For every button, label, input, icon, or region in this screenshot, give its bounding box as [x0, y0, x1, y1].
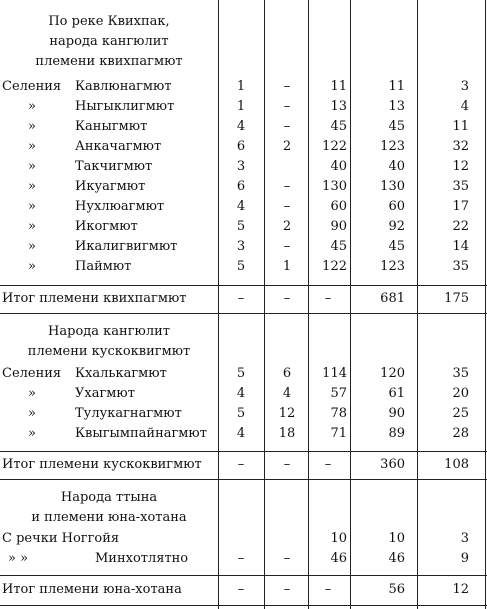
total-rule-top [0, 451, 487, 452]
cell-c: 90 [330, 219, 347, 234]
settlement-name: Анкачагмют [75, 139, 162, 154]
heading-line: народа кангюлит [49, 34, 169, 49]
cell-a: 1 [236, 79, 246, 94]
cell-d: 60 [388, 199, 405, 214]
cell-c: 71 [330, 426, 347, 441]
table-row [0, 424, 487, 444]
total-row [0, 580, 487, 600]
cell-e: 20 [452, 386, 469, 401]
table-row [0, 97, 487, 117]
table-row [0, 364, 487, 384]
cell-c: 122 [322, 259, 347, 274]
total-rule-bottom [0, 479, 487, 480]
settlement-name: Квыгымпайнагмют [75, 426, 207, 441]
cell-a: 5 [236, 219, 246, 234]
settlement-name: Минхотлятно [95, 551, 189, 566]
row-type: С речки Ноггойя [2, 531, 120, 546]
cell-e: 9 [460, 551, 469, 566]
cell-b: 12 [278, 406, 296, 421]
settlement-name: Икалигвигмют [75, 239, 178, 254]
row-type: Селения [2, 79, 62, 94]
settlement-name: Нухлюагмют [75, 199, 165, 214]
cell-a: – [237, 551, 245, 566]
total-c: – [324, 457, 332, 472]
cell-d: 130 [380, 179, 405, 194]
cell-d: 11 [388, 79, 405, 94]
cell-c: 10 [330, 531, 347, 546]
cell-e: 14 [452, 239, 469, 254]
settlement-name: Кхалькагмют [75, 366, 167, 381]
cell-d: 45 [388, 239, 405, 254]
settlement-name: Ныгыклигмют [75, 99, 175, 114]
settlement-name: Тулукагнагмют [75, 406, 182, 421]
cell-b: 2 [282, 219, 292, 234]
row-type: » [28, 219, 36, 234]
table-row [0, 404, 487, 424]
total-rule-top [0, 575, 487, 576]
table-row [0, 117, 487, 137]
cell-c: 122 [322, 139, 347, 154]
cell-c: 45 [330, 119, 347, 134]
table-row [0, 177, 487, 197]
cell-e: 32 [452, 139, 469, 154]
total-e: 175 [444, 291, 469, 306]
settlement-name: Кавлюнагмют [75, 79, 172, 94]
cell-e: 28 [452, 426, 469, 441]
cell-e: 35 [452, 366, 469, 381]
total-b: – [283, 291, 291, 306]
total-e: 12 [452, 582, 469, 597]
heading-line: Народа кангюлит [48, 324, 170, 339]
total-b: – [283, 582, 291, 597]
cell-c: 57 [330, 386, 347, 401]
cell-b: 4 [282, 386, 292, 401]
cell-c: 40 [330, 159, 347, 174]
cell-c: 13 [330, 99, 347, 114]
cell-e: 11 [452, 119, 469, 134]
cell-c: 130 [322, 179, 347, 194]
cell-b: 2 [282, 139, 292, 154]
table-row [0, 384, 487, 404]
table-row [0, 157, 487, 177]
total-d: 56 [388, 582, 405, 597]
cell-e: 17 [452, 199, 469, 214]
total-label: Итог племени юна-хотана [2, 582, 182, 597]
cell-c: 45 [330, 239, 347, 254]
row-type: » [28, 139, 36, 154]
row-type: » » [8, 551, 29, 566]
total-e: 108 [444, 457, 469, 472]
settlement-name: Паймют [75, 259, 132, 274]
row-type: » [28, 426, 36, 441]
total-a: – [237, 291, 245, 306]
cell-d: 45 [388, 119, 405, 134]
cell-b: – [283, 239, 291, 254]
cell-b: – [283, 99, 291, 114]
cell-b: – [283, 119, 291, 134]
total-row [0, 455, 487, 475]
row-type: » [28, 99, 36, 114]
row-type: Селения [2, 366, 62, 381]
table-row [0, 197, 487, 217]
total-d: 360 [380, 457, 405, 472]
cell-e: 25 [452, 406, 469, 421]
table-row [0, 529, 487, 549]
cell-d: 120 [380, 366, 405, 381]
cell-a: 4 [236, 386, 246, 401]
cell-d: 123 [380, 139, 405, 154]
cell-d: 61 [388, 386, 405, 401]
row-type: » [28, 119, 36, 134]
cell-e: 4 [460, 99, 469, 114]
table-row [0, 217, 487, 237]
cell-a: 5 [236, 366, 246, 381]
cell-b: 6 [282, 366, 292, 381]
cell-a: 4 [236, 426, 246, 441]
section-heading [0, 488, 218, 528]
cell-b: – [283, 199, 291, 214]
heading-line: племени квихпагмют [35, 54, 183, 69]
cell-b: 18 [278, 426, 296, 441]
section-heading [0, 12, 218, 72]
total-rule-bottom [0, 605, 487, 606]
table-row [0, 257, 487, 277]
row-type: » [28, 406, 36, 421]
cell-d: 92 [388, 219, 405, 234]
settlement-name: Ухагмют [75, 386, 135, 401]
cell-b: – [283, 179, 291, 194]
total-d: 681 [380, 291, 405, 306]
total-label: Итог племени кускоквигмют [2, 457, 202, 472]
cell-b: 1 [282, 259, 292, 274]
cell-a: 4 [236, 199, 246, 214]
cell-b: – [283, 551, 291, 566]
total-row [0, 289, 487, 309]
table-row [0, 137, 487, 157]
cell-a: 6 [236, 139, 246, 154]
cell-e: 35 [452, 259, 469, 274]
cell-d: 46 [388, 551, 405, 566]
cell-d: 10 [388, 531, 405, 546]
settlement-name: Икогмют [75, 219, 138, 234]
row-type: » [28, 199, 36, 214]
table-row [0, 237, 487, 257]
cell-a: 5 [236, 259, 246, 274]
total-rule-top [0, 285, 487, 286]
section-heading [0, 322, 218, 362]
cell-c: 60 [330, 199, 347, 214]
cell-c: 114 [322, 366, 347, 381]
total-c: – [324, 582, 332, 597]
heading-line: и племени юна-хотана [31, 510, 187, 525]
row-type: » [28, 259, 36, 274]
table-row [0, 77, 487, 97]
settlement-name: Такчигмют [75, 159, 153, 174]
cell-d: 123 [380, 259, 405, 274]
cell-e: 12 [452, 159, 469, 174]
total-a: – [237, 457, 245, 472]
heading-line: племени кускоквигмют [27, 344, 191, 359]
cell-e: 22 [452, 219, 469, 234]
total-rule-bottom [0, 313, 487, 314]
cell-a: 3 [236, 159, 246, 174]
settlement-name: Каныгмют [75, 119, 148, 134]
total-c: – [324, 291, 332, 306]
cell-d: 90 [388, 406, 405, 421]
cell-d: 89 [388, 426, 405, 441]
total-b: – [283, 457, 291, 472]
settlement-name: Икуагмют [75, 179, 146, 194]
cell-a: 6 [236, 179, 246, 194]
cell-a: 4 [236, 119, 246, 134]
cell-b: – [283, 79, 291, 94]
cell-c: 46 [330, 551, 347, 566]
cell-d: 13 [388, 99, 405, 114]
row-type: » [28, 159, 36, 174]
cell-c: 78 [330, 406, 347, 421]
cell-c: 11 [330, 79, 347, 94]
row-type: » [28, 239, 36, 254]
cell-e: 3 [460, 79, 469, 94]
table-row [0, 549, 487, 569]
cell-d: 40 [388, 159, 405, 174]
total-a: – [237, 582, 245, 597]
total-label: Итог племени квихпагмют [2, 291, 187, 306]
cell-e: 35 [452, 179, 469, 194]
cell-a: 5 [236, 406, 246, 421]
row-type: » [28, 386, 36, 401]
heading-line: Народа ттына [60, 490, 158, 505]
heading-line: По реке Квихпак, [48, 14, 170, 29]
row-type: » [28, 179, 36, 194]
cell-e: 3 [460, 531, 469, 546]
cell-a: 1 [236, 99, 246, 114]
cell-a: 3 [236, 239, 246, 254]
